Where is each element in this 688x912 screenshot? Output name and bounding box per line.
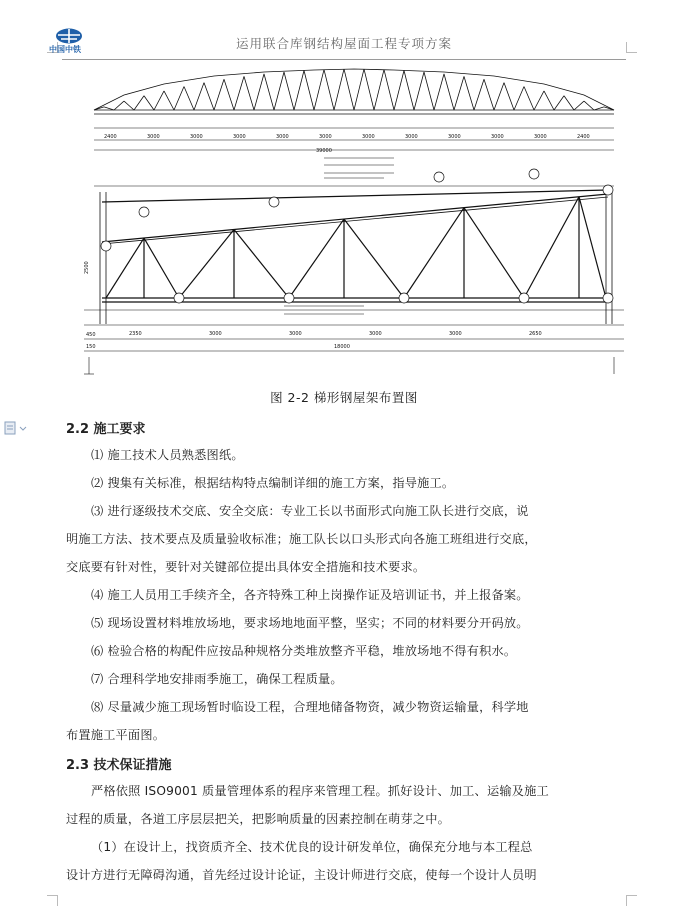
top-truss-panel-dim: 3000 xyxy=(276,134,289,140)
list-item: ⑸ 现场设置材料堆放场地，要求场地地面平整，坚实；不同的材料要分开码放。 xyxy=(91,616,529,630)
truss-drawing xyxy=(84,62,624,378)
paragraph-line: （1）在设计上，找资质齐全、技术优良的设计研发单位，确保充分地与本工程总 xyxy=(91,840,533,854)
top-truss-panel-dim: 3000 xyxy=(233,134,246,140)
truss-node-marker xyxy=(101,241,111,251)
list-item: ⑻ 尽量减少施工现场暂时临设工程，合理地储备物资，减少物资运输量，科学地 xyxy=(91,700,529,714)
truss-node-marker xyxy=(139,207,149,217)
truss-node-marker xyxy=(603,293,613,303)
list-item: ⑶ 进行逐级技术交底、安全交底：专业工长以书面形式向施工队长进行交底，说 xyxy=(91,504,529,518)
truss-node-marker xyxy=(603,185,613,195)
top-truss-panel-dim: 3000 xyxy=(405,134,418,140)
truss-node-marker xyxy=(434,172,444,182)
top-truss-panel-dim: 3000 xyxy=(491,134,504,140)
detail-truss-panel-dim: 2650 xyxy=(529,331,542,337)
section-heading-2-2: 2.2 施工要求 xyxy=(66,422,146,437)
top-truss-panel-dim: 3000 xyxy=(362,134,375,140)
truss-node-marker xyxy=(529,169,539,179)
truss-node-marker xyxy=(519,293,529,303)
paragraph-line: 过程的质量，各道工序层层把关，把影响质量的因素控制在萌芽之中。 xyxy=(66,812,451,826)
document-outline-icon[interactable] xyxy=(4,420,30,439)
logo-text: 中国中铁 xyxy=(49,45,81,53)
paragraph-line: 设计方进行无障碍沟通，首先经过设计论证，主设计师进行交底，使每一个设计人员明 xyxy=(66,868,537,882)
top-truss-panel-dim: 3000 xyxy=(319,134,332,140)
page-corner-mark-bottom-left xyxy=(47,895,58,906)
detail-truss-panel-dim: 3000 xyxy=(449,331,462,337)
top-truss-panel-dim: 3000 xyxy=(147,134,160,140)
top-truss-panel-dim: 3000 xyxy=(448,134,461,140)
detail-truss-panel-dim: 3000 xyxy=(369,331,382,337)
top-truss-panel-dim: 3000 xyxy=(190,134,203,140)
truss-node-marker xyxy=(269,197,279,207)
top-truss-panel-dim: 2400 xyxy=(577,134,590,140)
list-item-continuation: 交底要有针对性，要针对关键部位提出具体安全措施和技术要求。 xyxy=(66,560,426,574)
detail-truss-panel-dim: 3000 xyxy=(289,331,302,337)
detail-truss-panel-dim: 3000 xyxy=(209,331,222,337)
header-rule xyxy=(62,59,626,60)
truss-node-marker xyxy=(284,293,294,303)
detail-truss-panel-dim: 2350 xyxy=(129,331,142,337)
truss-node-marker xyxy=(399,293,409,303)
list-item: ⑹ 检验合格的构配件应按品种规格分类堆放整齐平稳，堆放场地不得有积水。 xyxy=(91,644,517,658)
list-item-continuation: 布置施工平面图。 xyxy=(66,728,166,742)
list-item: ⑵ 搜集有关标准，根据结构特点编制详细的施工方案，指导施工。 xyxy=(91,476,455,490)
list-item-continuation: 明施工方法、技术要点及质量验收标准；施工队长以口头形式向各施工班组进行交底， xyxy=(66,532,537,546)
list-item: ⑺ 合理科学地安排雨季施工，确保工程质量。 xyxy=(91,672,343,686)
detail-truss-height-dim: 2500 xyxy=(84,261,90,274)
figure-caption: 图 2-2 梯形钢屋架布置图 xyxy=(270,390,418,405)
detail-truss-overall-dim: 18000 xyxy=(334,344,350,350)
document-header-title: 运用联合库钢结构屋面工程专项方案 xyxy=(235,36,452,51)
truss-node-marker xyxy=(174,293,184,303)
list-item: ⑷ 施工人员用工手续齐全，各齐特殊工种上岗操作证及培训证书，并上报备案。 xyxy=(91,588,529,602)
detail-truss-side-dim-1: 450 xyxy=(86,332,96,338)
list-item: ⑴ 施工技术人员熟悉图纸。 xyxy=(91,448,244,462)
top-truss-panel-dim: 3000 xyxy=(534,134,547,140)
detail-truss-side-dim-2: 150 xyxy=(86,344,96,350)
section-heading-2-3: 2.3 技术保证措施 xyxy=(66,758,172,773)
page-corner-mark-bottom-right xyxy=(626,895,637,906)
top-truss-overall-dim: 39000 xyxy=(316,148,332,154)
top-truss-panel-dim: 2400 xyxy=(104,134,117,140)
paragraph-line: 严格依照 ISO9001 质量管理体系的程序来管理工程。抓好设计、加工、运输及施工 xyxy=(91,784,549,798)
